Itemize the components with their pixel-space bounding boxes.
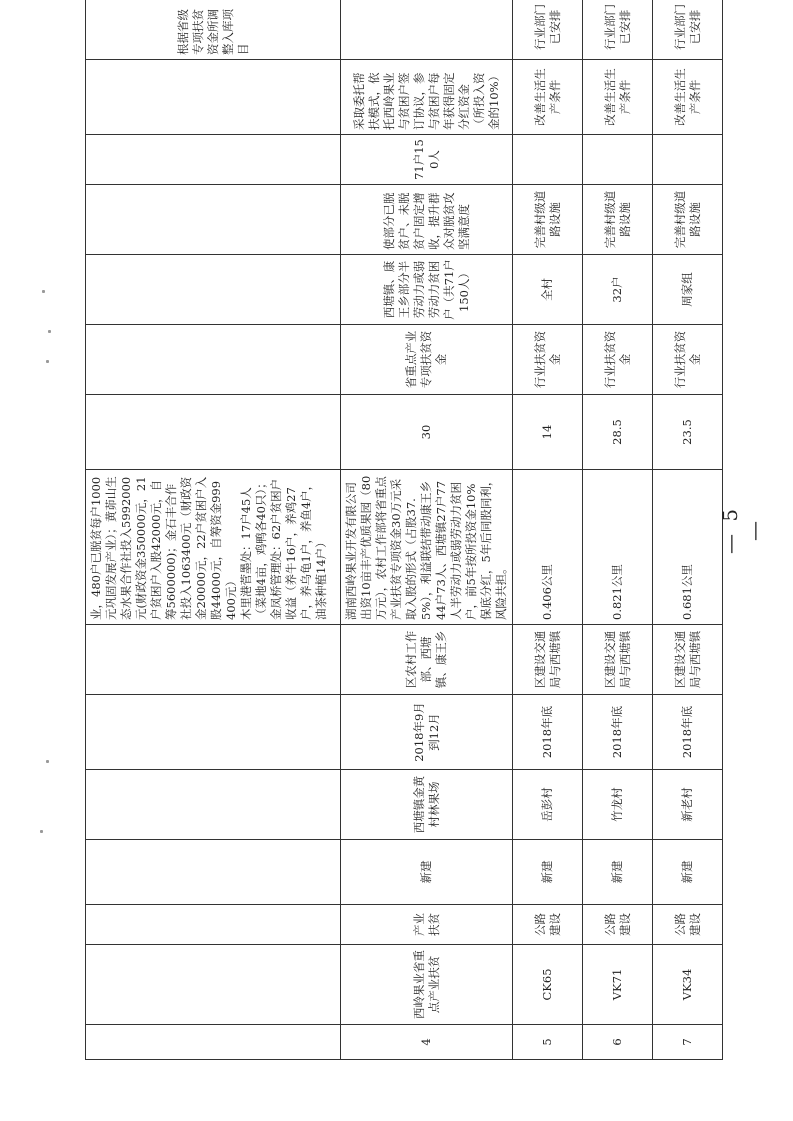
cell-scope: 周家组 [653, 255, 723, 325]
scan-mark [40, 830, 43, 833]
cell-location: 岳彭村 [513, 770, 583, 840]
cell-beneficiaries: 71户150人 [341, 135, 513, 185]
cell-beneficiaries [583, 135, 653, 185]
cell-type: 新建 [583, 840, 653, 905]
cell-unit: 区建设交通局与西塘镇 [583, 625, 653, 695]
cell-unit [86, 625, 341, 695]
page-number: — 5 — [718, 505, 766, 555]
cell-location: 竹龙村 [583, 770, 653, 840]
cell-scope: 全村 [513, 255, 583, 325]
cell-fund-source: 行业扶贫资金 [513, 325, 583, 395]
cell-fund-amount: 23.5 [653, 395, 723, 470]
cell-name: VK71 [583, 945, 653, 1025]
cell-no: 4 [341, 1025, 513, 1060]
cell-performance [86, 185, 341, 255]
cell-no [86, 1025, 341, 1060]
table-row [86, 0, 341, 1060]
cell-mechanism [86, 60, 341, 135]
rotated-table-container [85, 4, 715, 1060]
cell-source: 行业部门已安排 [653, 0, 723, 60]
cell-mechanism: 改善生活生产条件 [653, 60, 723, 135]
cell-type: 新建 [513, 840, 583, 905]
cell-mechanism: 采取委托帮扶模式，依托西岭果业与贫困户签订协议，参与贫困户每年获得固定分红资金（所投入资金的10%） [341, 60, 513, 135]
scan-mark [42, 290, 45, 293]
cell-source [341, 0, 513, 60]
cell-category [86, 905, 341, 945]
cell-unit: 区建设交通局与西塘镇 [653, 625, 723, 695]
cell-performance: 完善村级道路设施 [653, 185, 723, 255]
cell-content: 湖南西岭果业开发有限公司出资10亩丰产优质果园（80万元），农村工作部将省重点产业扶贫专项资金30万元采取入股的形式（占股37.5%），利益联结带动康王乡44户73人、西塘镇27户77人半劳动力或弱劳动力贫困户，前5年按所投资金10%保底分红，5年后同股同利，风险共担。 [341, 470, 513, 625]
cell-fund-source [86, 325, 341, 395]
cell-performance: 完善村级道路设施 [583, 185, 653, 255]
cell-unit: 区农村工作部、西塘镇、康王乡 [341, 625, 513, 695]
cell-no: 7 [653, 1025, 723, 1060]
cell-fund-source: 省重点产业专项扶贫资金 [341, 325, 513, 395]
cell-fund-source: 行业扶贫资金 [653, 325, 723, 395]
cell-location: 新老村 [653, 770, 723, 840]
table-row [341, 0, 513, 1060]
cell-scope: 32户 [583, 255, 653, 325]
cell-content: 业，480户已脱贫每户1000元巩固发展产业）；黄茆山生态水果合作社投入5992000元(财政资金350000元，21户贫困户入股42000元，自筹5600000)；金石丰合作社投入1063400元（财政资金20000元，22户贫困户入股44000元，自筹资金999400元） 木里港菅墨处：17户45人（菜地4亩，鸡鸭各40只）；金凤桥管理处：62户贫困户收益（养牛16户，养鸡27户，养乌龟1户，养鱼4户，油茶种植14户） [86, 470, 341, 625]
cell-type: 新建 [341, 840, 513, 905]
cell-source: 行业部门已安排 [583, 0, 653, 60]
cell-fund-amount: 30 [341, 395, 513, 470]
cell-beneficiaries [653, 135, 723, 185]
cell-category: 公路建设 [583, 905, 653, 945]
cell-time: 2018年9月到12月 [341, 695, 513, 770]
cell-source: 行业部门已安排 [513, 0, 583, 60]
cell-category: 公路建设 [653, 905, 723, 945]
cell-fund-amount: 14 [513, 395, 583, 470]
cell-location [86, 770, 341, 840]
cell-name: 西岭果业省重点产业扶贫 [341, 945, 513, 1025]
cell-time [86, 695, 341, 770]
cell-mechanism: 改善生活生产条件 [583, 60, 653, 135]
cell-name: CK65 [513, 945, 583, 1025]
cell-time: 2018年底 [583, 695, 653, 770]
cell-source: 根据省级专项扶贫资金所调整入库项目 [86, 0, 341, 60]
cell-location: 西塘镇金黄村林果场 [341, 770, 513, 840]
cell-fund-amount: 28.5 [583, 395, 653, 470]
cell-content: 0.821公里 [583, 470, 653, 625]
cell-category: 公路建设 [513, 905, 583, 945]
cell-type: 新建 [653, 840, 723, 905]
table-row [653, 0, 723, 1060]
cell-fund-source: 行业扶贫资金 [583, 325, 653, 395]
project-table [85, 0, 723, 1060]
scan-mark [48, 330, 51, 333]
table-row [583, 0, 653, 1060]
cell-scope: 西塘镇、康王乡部分半劳动力或弱劳动力贫困户（共71户150人） [341, 255, 513, 325]
cell-scope [86, 255, 341, 325]
cell-no: 6 [583, 1025, 653, 1060]
cell-performance: 完善村级道路设施 [513, 185, 583, 255]
cell-beneficiaries [86, 135, 341, 185]
cell-content: 0.681公里 [653, 470, 723, 625]
cell-beneficiaries [513, 135, 583, 185]
cell-time: 2018年底 [653, 695, 723, 770]
cell-unit: 区建设交通局与西塘镇 [513, 625, 583, 695]
cell-time: 2018年底 [513, 695, 583, 770]
cell-performance: 使部分已脱贫户、未脱贫户固定增收，提升群众对脱贫攻坚满意度 [341, 185, 513, 255]
cell-name: VK34 [653, 945, 723, 1025]
cell-type [86, 840, 341, 905]
cell-name [86, 945, 341, 1025]
scan-mark [46, 360, 49, 363]
cell-category: 产业扶贫 [341, 905, 513, 945]
cell-content: 0.406公里 [513, 470, 583, 625]
cell-mechanism: 改善生活生产条件 [513, 60, 583, 135]
cell-no: 5 [513, 1025, 583, 1060]
scan-mark [46, 760, 49, 763]
cell-fund-amount [86, 395, 341, 470]
table-row [513, 0, 583, 1060]
